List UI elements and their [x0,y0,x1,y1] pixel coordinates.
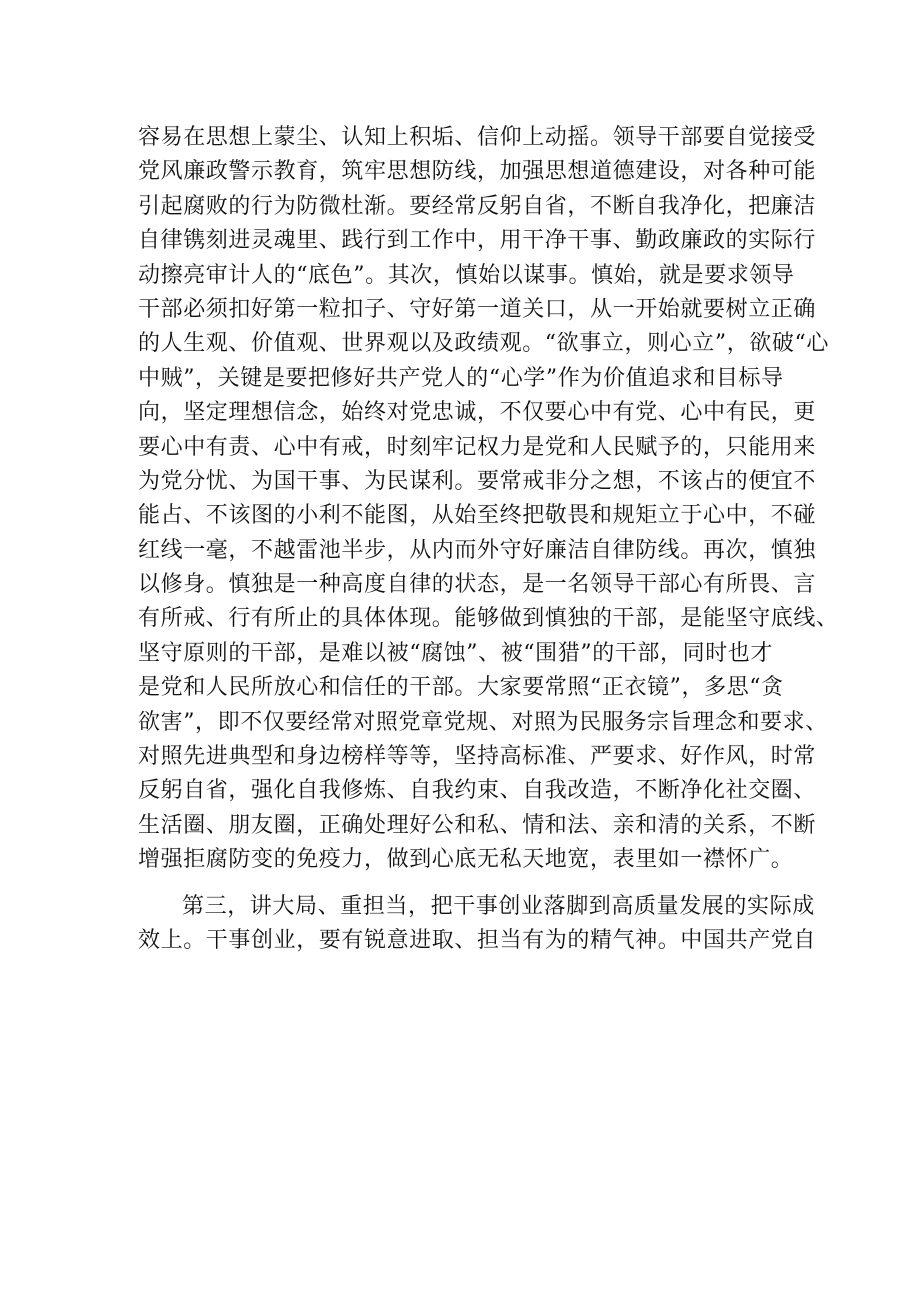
text-line: 能占、不该图的小利不能图，从始至终把敬畏和规矩立于心中，不碰 [138,503,817,529]
text-line: 有所戒、行有所止的具体体现。能够做到慎独的干部，是能坚守底线、 [138,606,839,632]
text-line: 欲害”，即不仅要经常对照党章党规、对照为民服务宗旨理念和要求、 [138,709,828,735]
text-line: 党风廉政警示教育，筑牢思想防线，加强思想道德建设，对各种可能 [138,159,817,185]
document-body [138,121,839,958]
text-line: 引起腐败的行为防微杜渐。要经常反躬自省，不断自我净化，把廉洁 [138,193,817,219]
text-line: 是党和人民所放心和信任的干部。大家要常照“正衣镜”，多思“贪 [138,675,784,701]
text-line: 向，坚定理想信念，始终对党忠诚，不仅要心中有党、心中有民，更 [138,400,817,426]
text-line: 的人生观、价值观、世界观以及政绩观。“欲事立，则心立”，欲破“心 [138,331,829,357]
text-line: 对照先进典型和身边榜样等等，坚持高标准、严要求、好作风，时常 [138,744,817,770]
text-line: 反躬自省，强化自我修炼、自我约束、自我改造，不断净化社交圈、 [138,778,817,804]
text-line: 第三，讲大局、重担当，把干事创业落脚到高质量发展的实际成 [182,893,815,919]
text-line: 生活圈、朋友圈，正确处理好公和私、情和法、亲和清的关系，不断 [138,812,817,838]
text-line: 效上。干事创业，要有锐意进取、担当有为的精气神。中国共产党自 [138,927,817,953]
text-line: 自律镌刻进灵魂里、践行到工作中，用干净干事、勤政廉政的实际行 [138,228,817,254]
paragraph-gap [138,878,798,890]
text-line: 红线一毫，不越雷池半步，从内而外守好廉洁自律防线。再次，慎独 [138,537,817,563]
text-line: 动擦亮审计人的“底色”。其次，慎始以谋事。慎始，就是要求领导 [138,262,795,288]
text-line: 中贼”，关键是要把修好共产党人的“心学”作为价值追求和目标导 [138,365,784,391]
text-line: 为党分忧、为国干事、为民谋利。要常戒非分之想，不该占的便宜不 [138,468,817,494]
text-line: 坚守原则的干部，是难以被“腐蚀”、被“围猎”的干部，同时也才 [138,640,773,666]
text-line: 要心中有责、心中有戒，时刻牢记权力是党和人民赋予的，只能用来 [138,434,817,460]
text-line: 以修身。慎独是一种高度自律的状态，是一名领导干部心有所畏、言 [138,572,817,598]
text-line: 干部必须扣好第一粒扣子、守好第一道关口，从一开始就要树立正确 [138,296,817,322]
text-line: 容易在思想上蒙尘、认知上积垢、信仰上动摇。领导干部要自觉接受 [138,125,817,150]
text-line: 增强拒腐防变的免疫力，做到心底无私天地宽，表里如一襟怀广。 [138,847,794,873]
paragraph-third [138,890,817,959]
paragraph-continued [138,121,839,878]
